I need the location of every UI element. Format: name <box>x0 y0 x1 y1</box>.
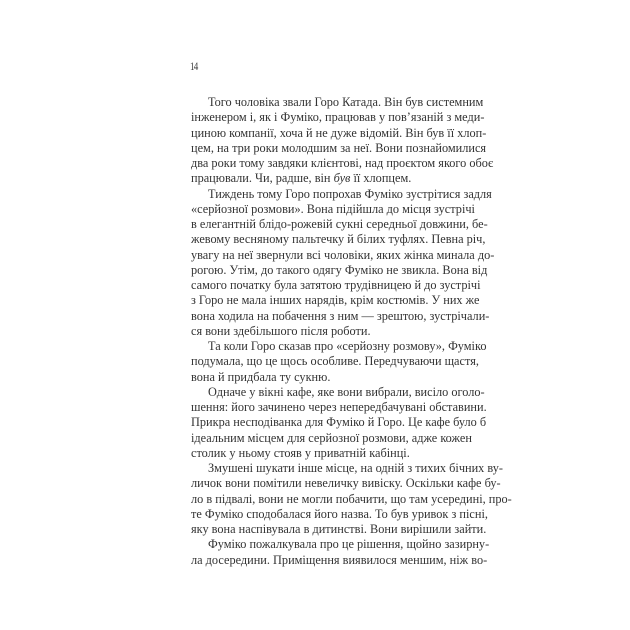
text-line: вона ходила на побачення з ним — зрештою, зустрічали- <box>191 308 490 323</box>
text-line: Одначе у вікні кафе, яке вони вибрали, висіло оголо- <box>208 384 485 399</box>
paragraph-4 <box>191 384 487 461</box>
text-line: жевому весняному пальтечку й білих туфлях. Певна річ, <box>191 232 486 247</box>
paragraph-6 <box>191 537 490 568</box>
text-line: личок вони помітили невеличку вивіску. Оскільки кафе бу- <box>191 476 501 491</box>
paragraph-1 <box>191 95 494 187</box>
text-line: Змушені шукати інше місце, на одній з тихих бічних ву- <box>208 461 504 475</box>
text-line: інженером і, як і Фуміко, працював у пов’язаній з меди- <box>191 110 485 125</box>
text-line: з Горо не мала інших нарядів, крім костюмів. У них же <box>191 293 480 308</box>
text-line: рогою. Утім, до такого одягу Фуміко не звикла. Вона від <box>191 262 488 277</box>
text-line: «серйозної розмови». Вона підійшла до місця зустрічі <box>191 201 475 216</box>
text-line: столик у ньому стояв у приватній кабінці. <box>191 445 410 460</box>
text-line: Тиждень тому Горо попрохав Фуміко зустрітися задля <box>208 186 492 201</box>
text-line: Того чоловіка звали Горо Катада. Він був системним <box>208 95 484 109</box>
text-line: Фуміко пожалкувала про це рішення, щойно зазирну- <box>208 537 490 552</box>
body-text <box>191 95 512 568</box>
text-line: подумала, що це щось особливе. Передчуваючи щастя, <box>191 354 479 369</box>
text-line: Прикра несподіванка для Фуміко й Горо. Це кафе було б <box>191 415 487 430</box>
text-line: цем, на три роки молодшим за неї. Вони познайомилися <box>191 140 487 155</box>
text-line <box>191 171 464 186</box>
text-line: самого початку була затятою трудівницею й до зустрічі <box>191 278 481 292</box>
text-line: те Фуміко сподобалася його назва. То був уривок з пісні, <box>191 506 488 521</box>
page-number: 14 <box>190 59 198 73</box>
text-line: вона й придбала ту сукню. <box>191 369 331 384</box>
text-line: два роки тому завдяки клієнтові, над проєктом якого обоє <box>191 156 494 170</box>
text-line: в елегантній блідо-рожевій сукні середньої довжини, бе- <box>191 217 488 231</box>
text-line: ла досередини. Приміщення виявилося меншим, ніж во- <box>191 552 488 567</box>
paragraph-5 <box>191 461 512 537</box>
text-run: її хлопцем. <box>350 171 412 186</box>
text-line: увагу на неї звернули всі чоловіки, яких жінка минала до- <box>191 247 495 262</box>
emphasis-text: був <box>333 171 351 186</box>
text-line: ло в підвалі, вони не могли побачити, що там усередині, про- <box>191 491 512 506</box>
text-line: циною компанії, хоча й не дуже відомій. Він був її хлоп- <box>191 125 487 140</box>
text-line: шення: його зачинено через непередбачувані обставини. <box>191 400 487 414</box>
text-line: яку вона наспівувала в дитинстві. Вони вирішили зайти. <box>191 522 487 536</box>
paragraph-3 <box>191 339 487 385</box>
paragraph-2 <box>191 186 495 340</box>
text-line: Та коли Горо сказав про «серйозну розмову», Фуміко <box>208 339 487 353</box>
text-line: ідеальним місцем для серйозної розмови, адже кожен <box>191 430 472 445</box>
text-line: ся вони здебільшого після роботи. <box>191 323 371 338</box>
text-run: працювали. Чи, радше, він <box>191 171 334 186</box>
